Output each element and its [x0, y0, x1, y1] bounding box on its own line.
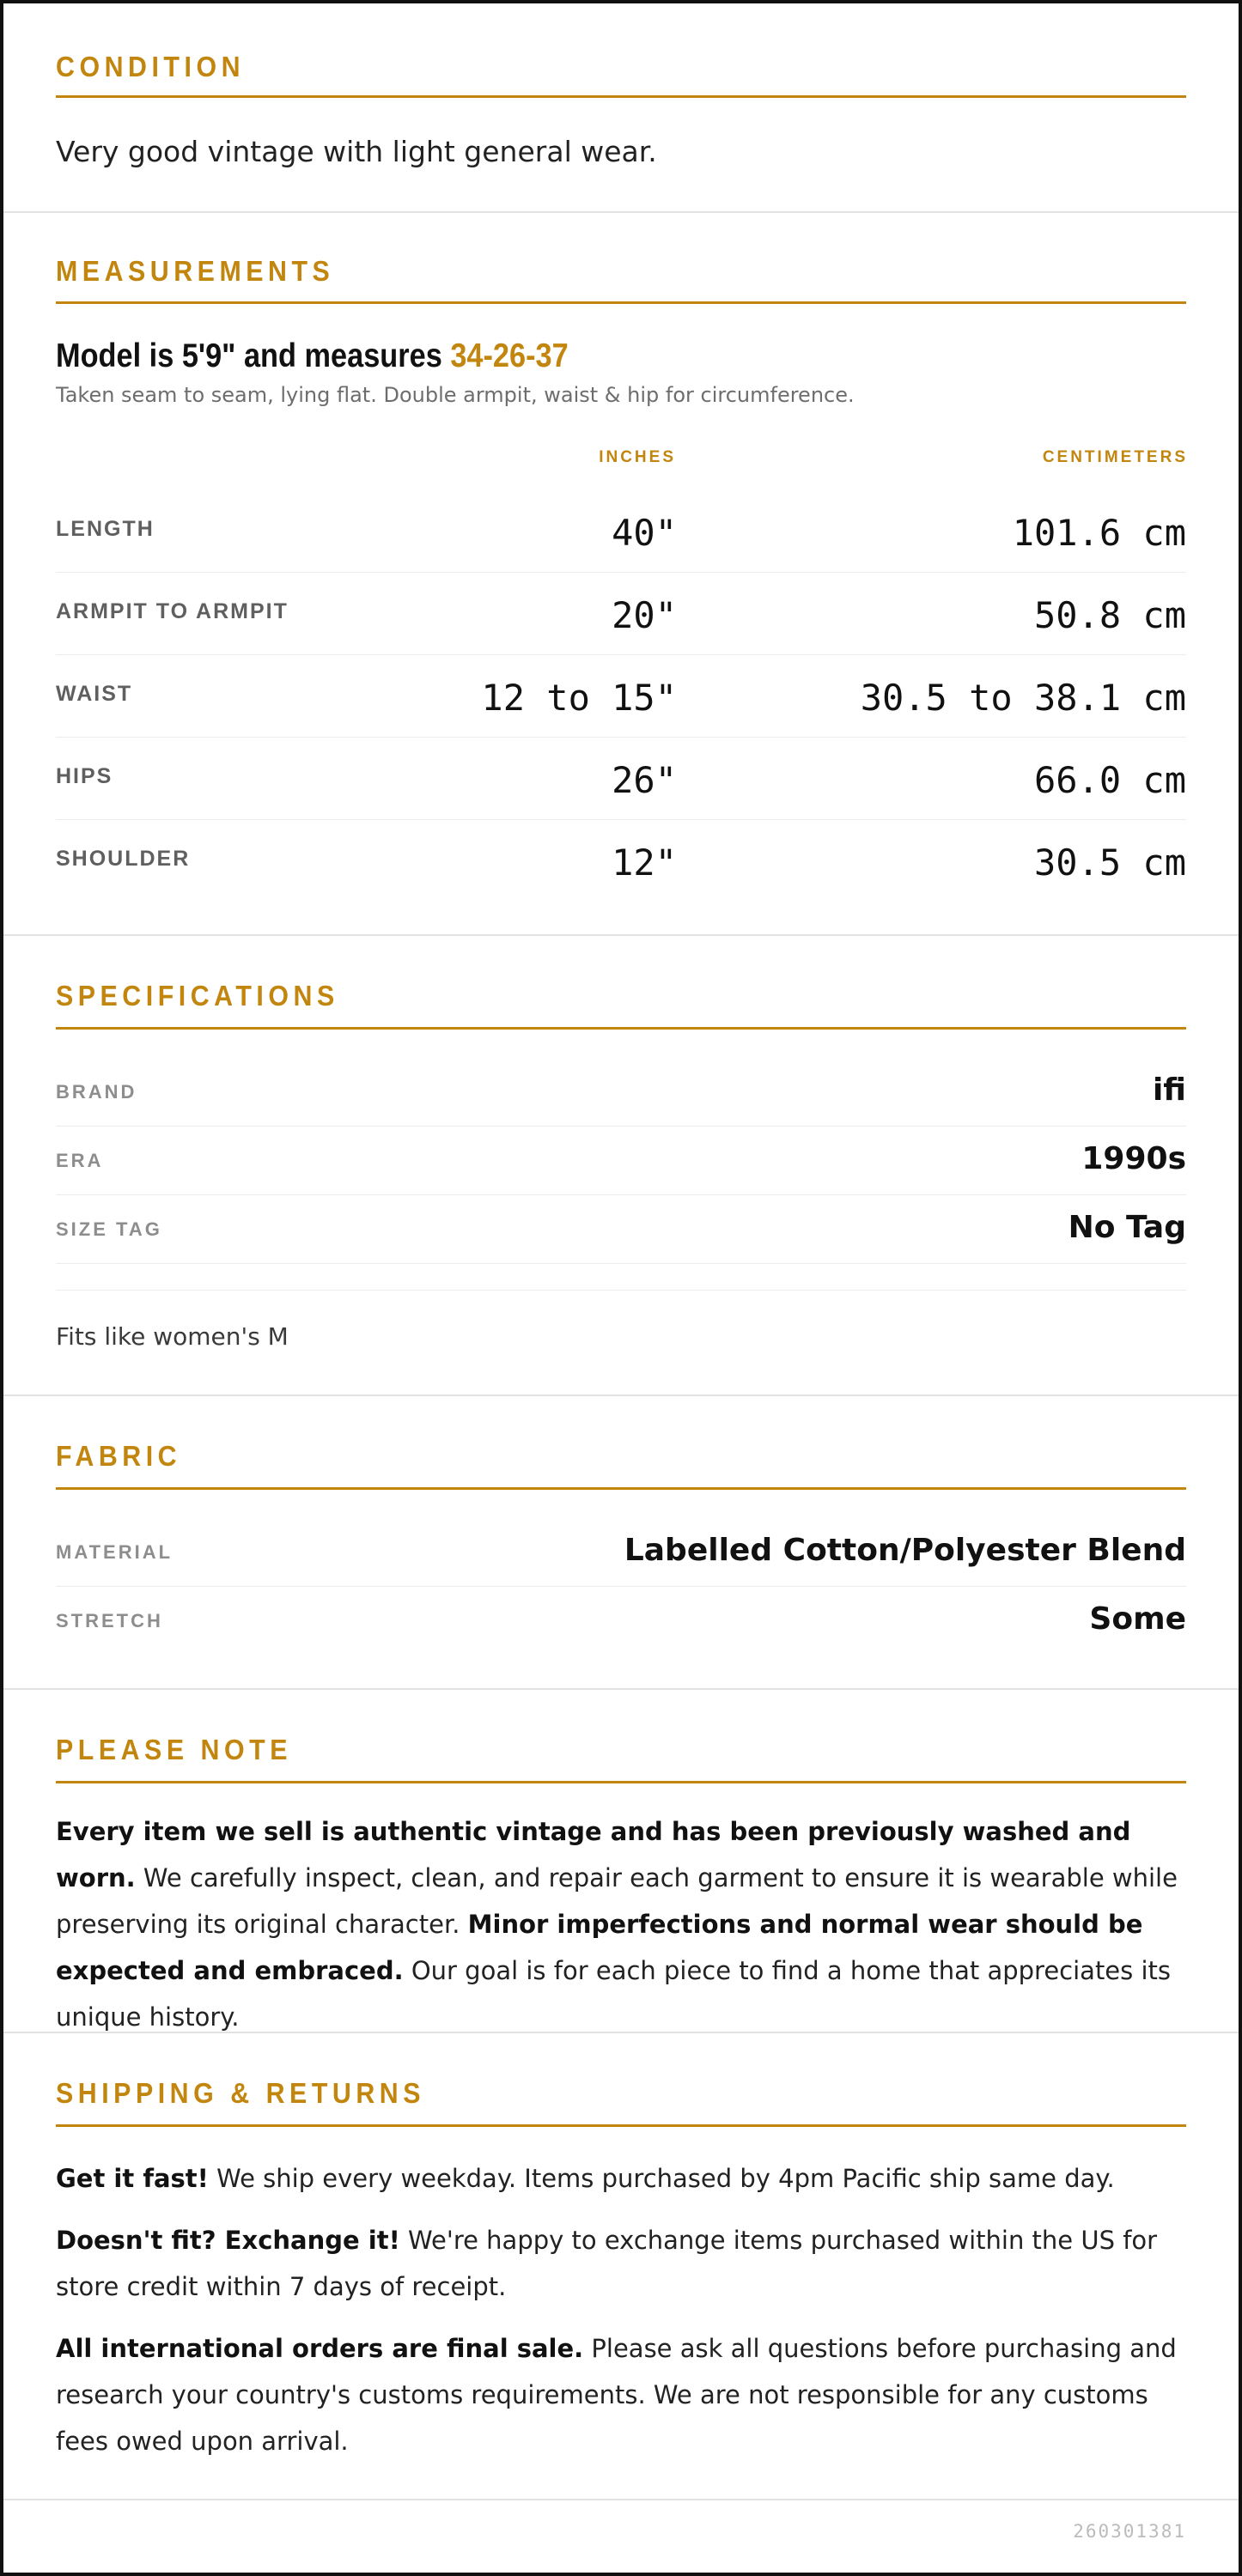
measurement-label: SHOULDER — [56, 847, 191, 871]
serial-number: 260301381 — [1073, 2521, 1186, 2542]
measurement-row — [56, 654, 1186, 738]
fabric-value: Some — [1089, 1601, 1186, 1637]
condition-section — [3, 3, 1239, 213]
shipping-paragraph-1 — [56, 2155, 1186, 2202]
spec-value: No Tag — [1068, 1210, 1186, 1245]
spec-label: ERA — [56, 1150, 104, 1171]
measurement-cm: 50.8 cm — [1033, 594, 1186, 636]
fit-note: Fits like women's M — [56, 1322, 289, 1351]
measurement-inches: 20" — [612, 594, 677, 636]
please-note-heading-rule — [56, 1781, 1186, 1783]
shipping-heading-rule — [56, 2124, 1186, 2127]
measurement-label: WAIST — [56, 682, 133, 706]
condition-text: Very good vintage with light general wear. — [56, 135, 657, 168]
measurement-cm: 66.0 cm — [1033, 759, 1186, 801]
inches-column-header: INCHES — [599, 448, 676, 466]
please-note-text-1: We carefully inspect, clean, and repair each garment to ensure it is wearable while preserving its original character. — [56, 1863, 1178, 1939]
measurement-label: ARMPIT TO ARMPIT — [56, 599, 289, 623]
model-measurements — [56, 337, 569, 376]
measurement-row — [56, 737, 1186, 820]
measurement-inches: 12" — [612, 841, 677, 884]
shipping-bold-3: All international orders are final sale. — [56, 2334, 584, 2363]
measurement-cm: 30.5 cm — [1033, 841, 1186, 884]
spec-row-brand — [56, 1057, 1186, 1127]
shipping-section — [3, 2032, 1239, 2500]
please-note-text — [56, 1808, 1186, 2040]
please-note-bold-1: Every item we sell is authentic vintage and has been previously washed and worn. — [56, 1817, 1131, 1893]
fabric-label: MATERIAL — [56, 1541, 174, 1563]
shipping-text-2: We're happy to exchange items purchased within the US for store credit within 7 days of receipt. — [56, 2226, 1158, 2301]
measurement-row — [56, 489, 1186, 573]
measurement-inches: 12 to 15" — [481, 677, 677, 719]
measurements-heading-rule — [56, 301, 1186, 304]
fabric-value: Labelled Cotton/Polyester Blend — [624, 1533, 1186, 1568]
shipping-bold-2: Doesn't fit? Exchange it! — [56, 2226, 400, 2255]
please-note-bold-2: Minor imperfections and normal wear should be expected and embraced. — [56, 1910, 1143, 1985]
measurement-inches: 26" — [612, 759, 677, 801]
fabric-label: STRETCH — [56, 1610, 163, 1631]
specifications-heading: SPECIFICATIONS — [56, 980, 339, 1012]
please-note-section — [3, 1688, 1239, 2033]
fabric-heading: FABRIC — [56, 1440, 182, 1472]
measurements-note: Taken seam to seam, lying flat. Double armpit, waist & hip for circumference. — [56, 383, 855, 407]
shipping-bold-1: Get it fast! — [56, 2164, 209, 2193]
shipping-paragraph-2 — [56, 2217, 1186, 2310]
measurement-row — [56, 819, 1186, 902]
fabric-heading-rule — [56, 1487, 1186, 1490]
measurement-inches: 40" — [612, 512, 677, 554]
measurement-label: HIPS — [56, 764, 113, 788]
measurements-heading: MEASUREMENTS — [56, 255, 335, 287]
measurement-cm: 30.5 to 38.1 cm — [860, 677, 1186, 719]
measurements-section — [3, 211, 1239, 936]
spec-row-size-tag — [56, 1194, 1186, 1264]
spec-label: SIZE TAG — [56, 1218, 162, 1240]
fabric-row-stretch — [56, 1586, 1186, 1655]
spec-value: 1990s — [1081, 1141, 1186, 1176]
please-note-heading: PLEASE NOTE — [56, 1734, 292, 1765]
shipping-text-1: We ship every weekday. Items purchased by 4pm Pacific ship same day. — [208, 2164, 1115, 2193]
centimeters-column-header: CENTIMETERS — [1042, 448, 1188, 466]
specifications-section — [3, 934, 1239, 1396]
fabric-row-material — [56, 1517, 1186, 1587]
spec-label: BRAND — [56, 1081, 137, 1103]
model-measurements-values: 34-26-37 — [450, 337, 569, 374]
shipping-text-3: Please ask all questions before purchasing and research your country's customs requirements. We are not responsible for any customs fees owed upon arrival. — [56, 2334, 1177, 2456]
condition-heading: CONDITION — [56, 51, 246, 82]
specifications-heading-rule — [56, 1027, 1186, 1030]
measurement-label: LENGTH — [56, 517, 155, 541]
model-measurements-prefix: Model is 5'9" and measures — [56, 337, 451, 374]
fabric-section — [3, 1394, 1239, 1690]
fit-divider — [56, 1290, 1186, 1291]
shipping-paragraph-3 — [56, 2325, 1186, 2464]
spec-value: ifi — [1152, 1072, 1186, 1108]
condition-heading-rule — [56, 95, 1186, 98]
measurement-row — [56, 572, 1186, 655]
measurement-cm: 101.6 cm — [1012, 512, 1186, 554]
spec-row-era — [56, 1126, 1186, 1195]
shipping-heading: SHIPPING & RETURNS — [56, 2077, 425, 2109]
please-note-text-2: Our goal is for each piece to find a home that appreciates its unique history. — [56, 1956, 1172, 2032]
